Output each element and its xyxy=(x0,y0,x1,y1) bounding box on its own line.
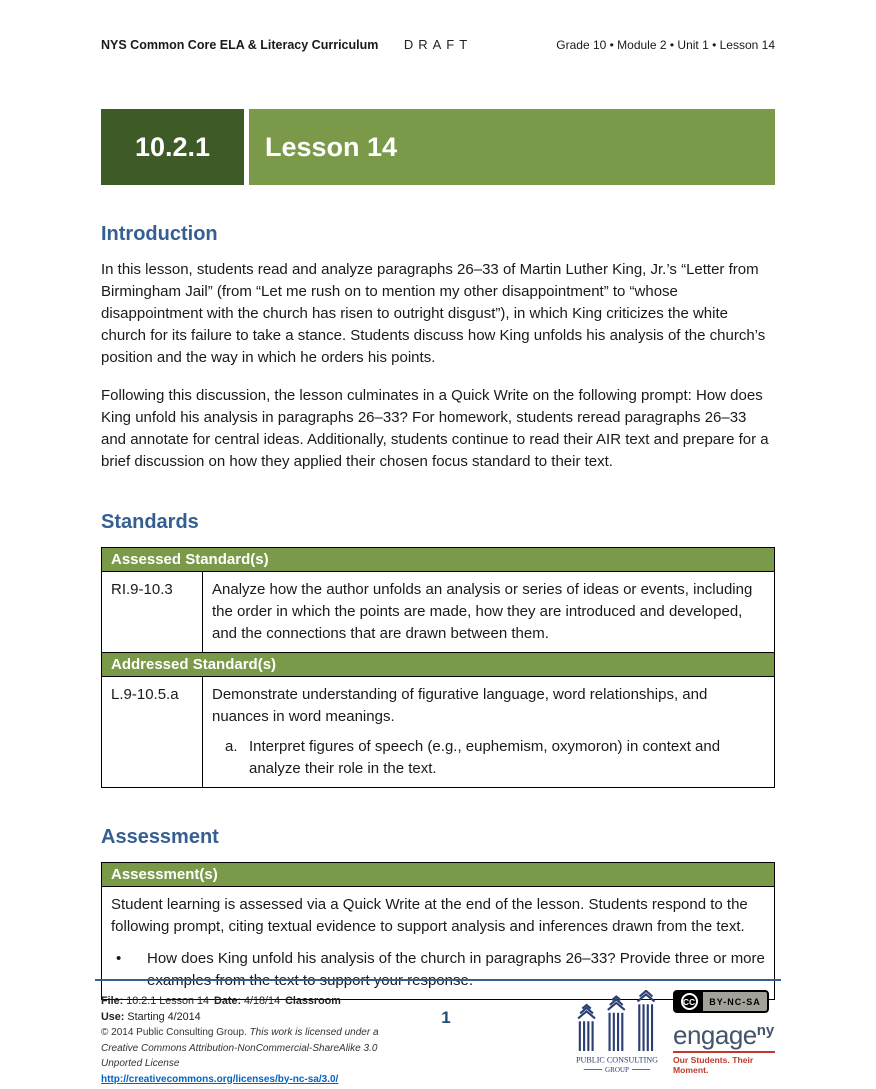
creative-commons-link[interactable]: http://creativecommons.org/licenses/by-nc-sa/3.0/ xyxy=(101,1073,339,1085)
addressed-standards-header: Addressed Standard(s) xyxy=(102,653,775,677)
engageny-logo-block xyxy=(673,990,775,1075)
cc-icon: CC xyxy=(675,992,703,1011)
file-label: File: xyxy=(101,995,124,1007)
assessment-table-header: Assessment(s) xyxy=(102,863,775,887)
engageny-wordmark: engage$^{ny}$ xyxy=(673,1020,775,1050)
page-footer xyxy=(95,979,781,1087)
addressed-standard-code: L.9-10.5.a xyxy=(102,677,203,788)
table-row xyxy=(102,677,775,788)
date-value: 4/18/14 xyxy=(244,995,281,1007)
cc-license-label: BY-NC-SA xyxy=(703,992,767,1011)
introduction-heading: Introduction xyxy=(101,223,218,245)
header-grade-module: Grade 10 • Module 2 • Unit 1 • Lesson 14 xyxy=(556,38,775,52)
engageny-red-rule xyxy=(673,1051,775,1053)
introduction-paragraph-2: Following this discussion, the lesson culminates in a Quick Write on the following prompt: How does King unfold his analysis in paragraphs 26–33? For homework, students reread paragraphs 26–33 and annotate for central ideas. Additionally, students continue to read their AIR text and prepare for a brief discussion on how they applied their chosen focus standard to their text. xyxy=(101,387,769,470)
classroom-use-label: Classroom Use: xyxy=(101,995,341,1023)
public-consulting-group-logo xyxy=(571,990,663,1078)
lesson-title: Lesson 14 xyxy=(249,109,775,185)
assessed-standard-text: Analyze how the author unfolds an analysis or series of ideas or events, including the order in which the points are made, how they are introduced and developed, and the connections that are drawn between them. xyxy=(203,572,775,653)
assessed-standard-code: RI.9-10.3 xyxy=(102,572,203,653)
table-row xyxy=(102,572,775,653)
subitem-label: a. xyxy=(225,738,238,755)
header-curriculum-title: NYS Common Core ELA & Literacy Curriculum xyxy=(101,38,379,52)
assessment-heading: Assessment xyxy=(101,826,219,848)
footer-copyright-line xyxy=(101,1025,401,1041)
license-intro-text: This work is licensed under a xyxy=(249,1027,379,1038)
bullet-icon: • xyxy=(116,950,122,967)
header-draft-label: DRAFT xyxy=(403,37,473,52)
assessed-standards-header: Assessed Standard(s) xyxy=(102,548,775,572)
addressed-standard-subitem xyxy=(225,736,765,780)
engageny-tagline: Our Students. Their Moment. xyxy=(673,1055,754,1075)
copyright-text: © 2014 Public Consulting Group. xyxy=(101,1027,247,1038)
footer-citation-block xyxy=(101,994,401,1087)
standards-heading: Standards xyxy=(101,511,199,533)
standards-table xyxy=(101,547,775,788)
assessment-bullet-text: How does King unfold his analysis of the church in paragraphs 26–33? Provide three or more examples from the text to support your response. xyxy=(147,950,765,989)
svg-text:PUBLIC CONSULTING: PUBLIC CONSULTING xyxy=(575,1055,659,1065)
lesson-banner xyxy=(101,109,775,185)
subitem-text: Interpret figures of speech (e.g., euphemism, oxymoron) in context and analyze their role in the text. xyxy=(249,738,721,777)
cc-by-nc-sa-badge xyxy=(673,990,769,1013)
introduction-paragraph-1: In this lesson, students read and analyze paragraphs 26–33 of Martin Luther King, Jr.’s “Letter from Birmingham Jail” (from “Let me rush on to mention my other disappointment” to “whose disappointment with the church has risen to outright disgust”), in which King criticizes the white church for its failure to take a stance. Students discuss how King unfolds his analysis of the church’s position and the way in which he orders his points. xyxy=(101,261,766,366)
lesson-code: 10.2.1 xyxy=(101,109,244,185)
file-value: 10.2.1 Lesson 14 xyxy=(126,995,210,1007)
date-label: Date: xyxy=(214,995,242,1007)
assessment-body-text: Student learning is assessed via a Quick Write at the end of the lesson. Students respond to the following prompt, citing textual evidence to support analysis and inferences drawn from the text. xyxy=(111,896,748,935)
page-number: 1 xyxy=(441,1008,451,1027)
footer-file-line xyxy=(101,994,401,1025)
addressed-standard-cell xyxy=(203,677,775,788)
addressed-standard-text: Demonstrate understanding of figurative language, word relationships, and nuances in word meanings. xyxy=(212,686,708,725)
license-name-text: Creative Commons Attribution-NonCommercial-ShareAlike 3.0 Unported License xyxy=(101,1042,378,1069)
classroom-use-value: Starting 4/2014 xyxy=(127,1010,201,1023)
running-header xyxy=(101,0,775,52)
footer-logos xyxy=(571,990,775,1078)
svg-text:GROUP: GROUP xyxy=(605,1066,629,1075)
